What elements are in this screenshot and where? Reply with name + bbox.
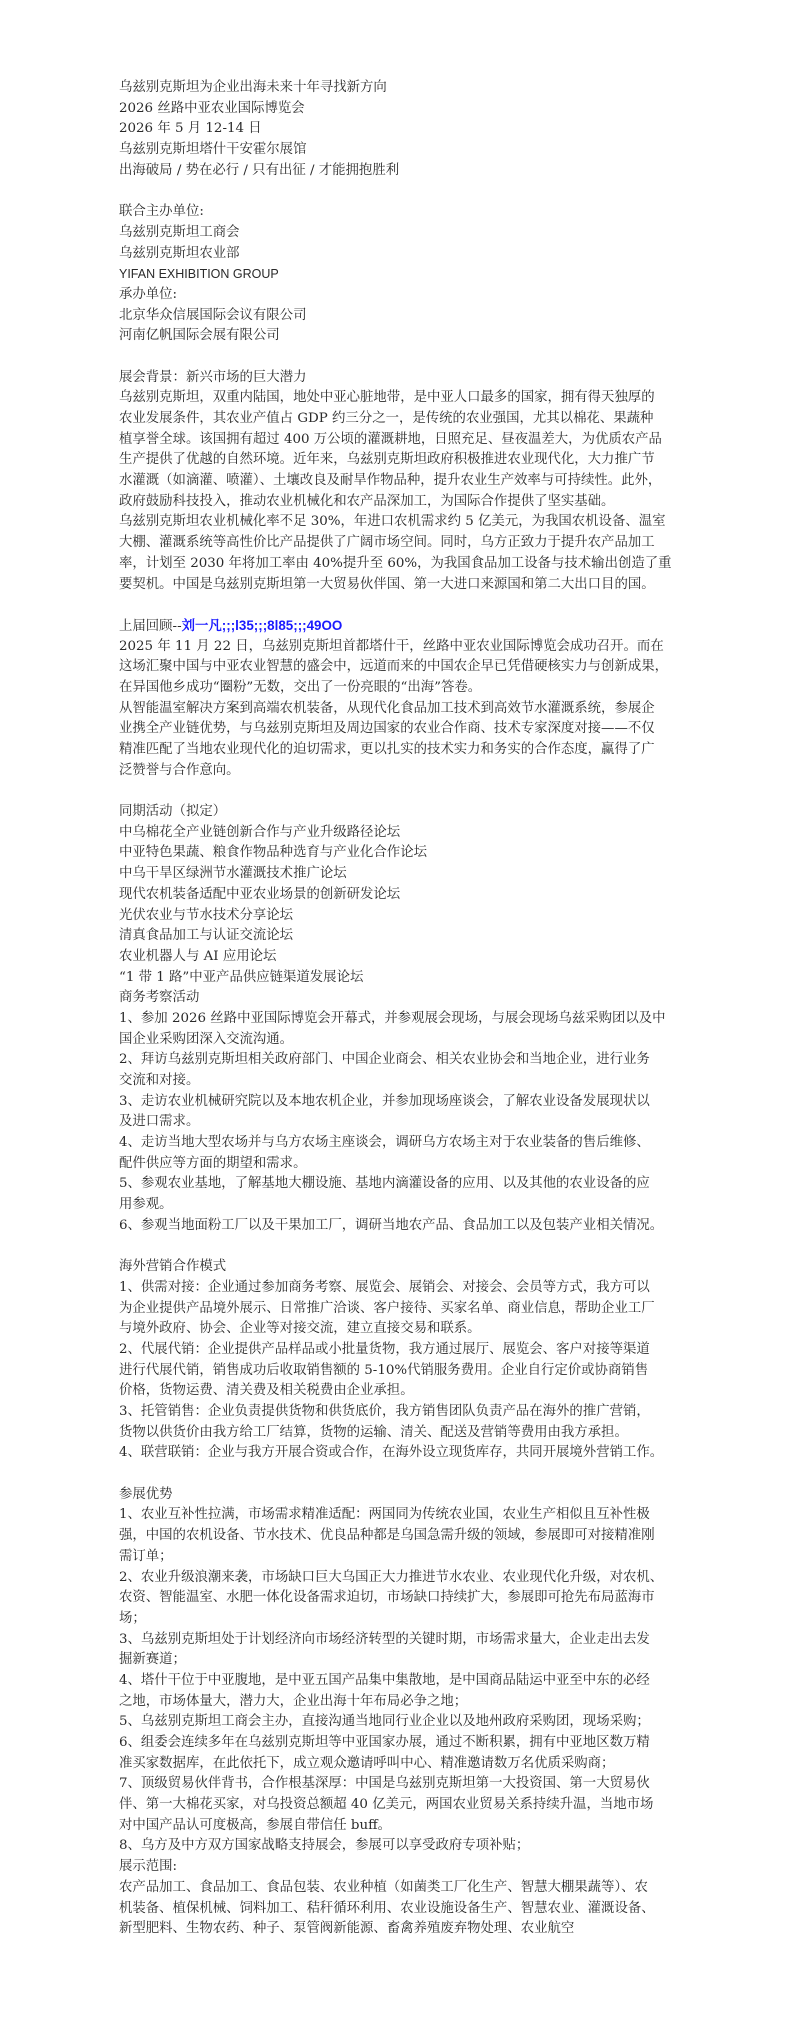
- paragraph-line: 大棚、灌溉系统等高性价比产品提供了广阔市场空间。同时，乌方正致力于提升农产品加工: [119, 535, 655, 551]
- paragraph-line: 掘新赛道；: [119, 1652, 186, 1668]
- paragraph-line: 货物以供货价由我方给工厂结算，货物的运输、清关、配送及营销等费用由我方承担。: [119, 1424, 628, 1440]
- organizer-item: 河南亿帆国际会展有限公司: [119, 328, 280, 344]
- paragraph-line: 业携全产业链优势，与乌兹别克斯坦及周边国家的农业合作商、技术专家深度对接——不仅: [119, 721, 655, 737]
- paragraph-line: 对中国产品认可度极高，参展自带信任 buff。: [119, 1817, 391, 1833]
- organizers-section: [119, 202, 685, 347]
- expo-slogan: 出海破局 / 势在必行 / 只有出征 / 才能拥抱胜利: [119, 162, 400, 178]
- paragraph-line: 进行代展代销，销售成功后收取销售额的 5-10%代销服务费用。企业自行定价或协商销售: [119, 1362, 649, 1378]
- expo-venue: 乌兹别克斯坦塔什干安霍尔展馆: [119, 142, 307, 158]
- expo-name: 2026 丝路中亚农业国际博览会: [119, 100, 305, 116]
- paragraph-line: 伴、第一大棉花买家，对乌投资总额超 40 亿美元，两国农业贸易关系持续升温，当地市场: [119, 1797, 654, 1813]
- paragraph-line: 交流和对接。: [119, 1073, 200, 1088]
- business-visit-section: [119, 988, 685, 1236]
- event-item: 清真食品加工与认证交流论坛: [119, 928, 294, 944]
- paragraph-line: 植享誉全球。该国拥有超过 400 万公顷的灌溉耕地，日照充足、昼夜温差大，为优质农产品: [119, 431, 662, 447]
- event-item: 中亚特色果蔬、粮食作物品种选育与产业化合作论坛: [119, 845, 427, 861]
- paragraph-line: 4、塔什干位于中亚腹地，是中亚五国产品集中集散地，是中国商品陆运中亚至中东的必经: [119, 1672, 650, 1688]
- expo-date: 2026 年 5 月 12-14 日: [119, 121, 262, 137]
- paragraph-line: 乌兹别克斯坦农业机械化率不足 30%，年进口农机需求约 5 亿美元，为我国农机设备、温室: [119, 514, 666, 530]
- section-heading: 展示范围:: [119, 1859, 178, 1875]
- paragraph-line: 1、参加 2026 丝路中亚国际博览会开幕式，并参观展会现场，与展会现场乌兹采购团以及中: [119, 1010, 666, 1026]
- spacer: [119, 1237, 685, 1258]
- spacer: [119, 347, 685, 368]
- paragraph-line: 2、拜访乌兹别克斯坦相关政府部门、中国企业商会、相关农业协会和当地企业，进行业务: [119, 1052, 650, 1068]
- marketing-section: [119, 1257, 685, 1464]
- organizer-label: 承办单位:: [119, 286, 178, 302]
- paragraph-line: 1、供需对接：企业通过参加商务考察、展览会、展销会、对接会、会员等方式，我方可以: [119, 1279, 650, 1295]
- event-item: “1 带 1 路”中亚产品供应链渠道发展论坛: [119, 969, 364, 985]
- event-item: 现代农机装备适配中亚农业场景的创新研发论坛: [119, 886, 401, 902]
- co-host-item: 乌兹别克斯坦农业部: [119, 245, 240, 261]
- review-title: 上届回顾--: [119, 618, 182, 634]
- co-host-item: YIFAN EXHIBITION GROUP: [119, 267, 279, 282]
- paragraph-line: 新型肥料、生物农药、种子、泵管阀新能源、畜禽养殖废弃物处理、农业航空: [119, 1921, 575, 1937]
- paragraph-line: 2、代展代销：企业提供产品样品或小批量货物，我方通过展厅、展览会、客户对接等渠道: [119, 1341, 650, 1357]
- scope-section: [119, 1857, 685, 1940]
- spacer: [119, 181, 685, 202]
- spacer: [119, 1464, 685, 1485]
- spacer: [119, 781, 685, 802]
- event-item: 农业机器人与 AI 应用论坛: [119, 948, 277, 964]
- event-item: 中乌干旱区绿洲节水灌溉技术推广论坛: [119, 866, 347, 882]
- paragraph-line: 从智能温室解决方案到高端农机装备，从现代化食品加工技术到高效节水灌溉系统，参展企: [119, 700, 655, 716]
- co-host-item: 乌兹别克斯坦工商会: [119, 224, 240, 240]
- events-section: [119, 802, 685, 988]
- paragraph-line: 国企业采购团深入交流沟通。: [119, 1031, 294, 1047]
- paragraph-line: 为企业提供产品境外展示、日常推广洽谈、客户接待、买家名单、商业信息，帮助企业工厂: [119, 1300, 655, 1316]
- paragraph-line: 3、托管销售：企业负责提供货物和供货底价，我方销售团队负责产品在海外的推广营销，: [119, 1404, 650, 1419]
- paragraph-line: 这场汇聚中国与中亚农业智慧的盛会中，远道而来的中国农企早已凭借硬核实力与创新成果，: [119, 659, 669, 675]
- section-heading: [119, 616, 685, 637]
- paragraph-line: 农资、智能温室、水肥一体化设备需求迫切，市场缺口持续扩大，参展即可抢先布局蓝海市: [119, 1590, 655, 1606]
- document-page: [119, 78, 685, 1940]
- paragraph-line: 农业发展条件，其农业产值占 GDP 约三分之一，是传统的农业强国，尤其以棉花、果蔬种: [119, 411, 654, 426]
- paragraph-line: 泛赞誉与合作意向。: [119, 762, 240, 778]
- paragraph-line: 4、联营联销：企业与我方开展合资或合作，在海外设立现货库存，共同开展境外营销工作。: [119, 1445, 664, 1461]
- paragraph-line: 5、参观农业基地，了解基地大棚设施、基地内滴灌设备的应用、以及其他的农业设备的应: [119, 1176, 650, 1192]
- paragraph-line: 之地，市场体量大，潜力大，企业出海十年布局必争之地；: [119, 1693, 468, 1709]
- paragraph-line: 3、走访农业机械研究院以及本地农机企业，并参加现场座谈会，了解农业设备发展现状以: [119, 1093, 650, 1109]
- paragraph-line: 8、乌方及中方双方国家战略支持展会，参展可以享受政府专项补贴；: [119, 1838, 530, 1854]
- paragraph-line: 1、农业互补性拉满，市场需求精准适配：两国同为传统农业国，农业生产相似且互补性极: [119, 1507, 650, 1523]
- section-heading: 商务考察活动: [119, 990, 200, 1006]
- paragraph-line: 7、顶级贸易伙伴背书，合作根基深厚：中国是乌兹别克斯坦第一大投资国、第一大贸易伙: [119, 1776, 650, 1792]
- paragraph-line: 6、组委会连续多年在乌兹别克斯坦等中亚国家办展，通过不断积累，拥有中亚地区数万精: [119, 1735, 650, 1750]
- paragraph-line: 政府鼓励科技投入，推动农业机械化和农产品深加工，为国际合作提供了坚实基础。: [119, 493, 615, 509]
- section-heading: 海外营销合作模式: [119, 1259, 227, 1275]
- header-section: [119, 78, 685, 181]
- paragraph-line: 价格，货物运费、清关费及相关税费由企业承担。: [119, 1383, 414, 1399]
- paragraph-line: 农产品加工、食品加工、食品包装、农业种植（如菌类工厂化生产、智慧大棚果蔬等）、农: [119, 1879, 648, 1895]
- paragraph-line: 2、农业升级浪潮来袭，市场缺口巨大乌国正大力推进节水农业、农业现代化升级，对农机、: [119, 1569, 664, 1585]
- section-heading: 展会背景：新兴市场的巨大潜力: [119, 369, 307, 385]
- spacer: [119, 595, 685, 616]
- paragraph-line: 2025 年 11 月 22 日，乌兹别克斯坦首都塔什干，丝路中亚农业国际博览会成功召开。而在: [119, 638, 664, 654]
- paragraph-line: 需订单；: [119, 1548, 173, 1564]
- paragraph-line: 乌兹别克斯坦，双重内陆国，地处中亚心脏地带，是中亚人口最多的国家，拥有得天独厚的: [119, 390, 655, 406]
- paragraph-line: 6、参观当地面粉工厂以及干果加工厂，调研当地农产品、食品加工以及包装产业相关情况。: [119, 1217, 664, 1233]
- paragraph-line: 水灌溉（如滴灌、喷灌）、土壤改良及耐旱作物品种，提升农业生产效率与可持续性。此外，: [119, 473, 662, 489]
- background-section: [119, 368, 685, 596]
- paragraph-line: 准买家数据库，在此依托下，成立观众邀请呼叫中心、精准邀请数万名优质采购商；: [119, 1755, 615, 1771]
- advantages-section: [119, 1485, 685, 1857]
- paragraph-line: 4、走访当地大型农场并与乌方农场主座谈会，调研乌方农场主对于农业装备的售后维修、: [119, 1135, 650, 1151]
- page-title: 乌兹别克斯坦为企业出海未来十年寻找新方向: [119, 80, 387, 95]
- section-heading: 参展优势: [119, 1486, 173, 1502]
- event-item: 光伏农业与节水技术分享论坛: [119, 907, 294, 923]
- organizer-item: 北京华众信展国际会议有限公司: [119, 307, 307, 323]
- paragraph-line: 3、乌兹别克斯坦处于计划经济向市场经济转型的关键时期，市场需求量大，企业走出去发: [119, 1631, 650, 1647]
- paragraph-line: 强，中国的农机设备、节水技术、优良品种都是乌国急需升级的领域，参展即可对接精准刚: [119, 1528, 655, 1544]
- event-item: 中乌棉花全产业链创新合作与产业升级路径论坛: [119, 824, 401, 840]
- review-section: [119, 616, 685, 782]
- paragraph-line: 5、乌兹别克斯坦工商会主办，直接沟通当地同行业企业以及地州政府采购团，现场采购；: [119, 1714, 650, 1730]
- section-heading: 同期活动（拟定）: [119, 804, 227, 820]
- paragraph-line: 与境外政府、协会、企业等对接交流，建立直接交易和联系。: [119, 1321, 481, 1337]
- paragraph-line: 及进口需求。: [119, 1114, 200, 1130]
- paragraph-line: 精准匹配了当地农业现代化的迫切需求，更以扎实的技术实力和务实的合作态度，赢得了广: [119, 742, 655, 757]
- paragraph-line: 生产提供了优越的自然环境。近年来，乌兹别克斯坦政府积极推进农业现代化，大力推广节: [119, 452, 655, 468]
- paragraph-line: 要契机。中国是乌兹别克斯坦第一大贸易伙伴国、第一大进口来源国和第二大出口目的国。: [119, 576, 655, 592]
- paragraph-line: 用参观。: [119, 1197, 173, 1213]
- paragraph-line: 配件供应等方面的期望和需求。: [119, 1155, 307, 1171]
- contact-highlight: 刘一凡;;;l35;;;8l85;;;49OO: [181, 617, 343, 633]
- paragraph-line: 场；: [119, 1610, 146, 1626]
- paragraph-line: 机装备、植保机械、饲料加工、秸秆循环利用、农业设施设备生产、智慧农业、灌溉设备、: [119, 1900, 655, 1916]
- co-host-label: 联合主办单位:: [119, 204, 204, 220]
- paragraph-line: 在异国他乡成功“圈粉”无数，交出了一份亮眼的“出海”答卷。: [119, 679, 482, 695]
- paragraph-line: 率，计划至 2030 年将加工率由 40%提升至 60%，为我国食品加工设备与技术输出创造了重: [119, 555, 672, 571]
